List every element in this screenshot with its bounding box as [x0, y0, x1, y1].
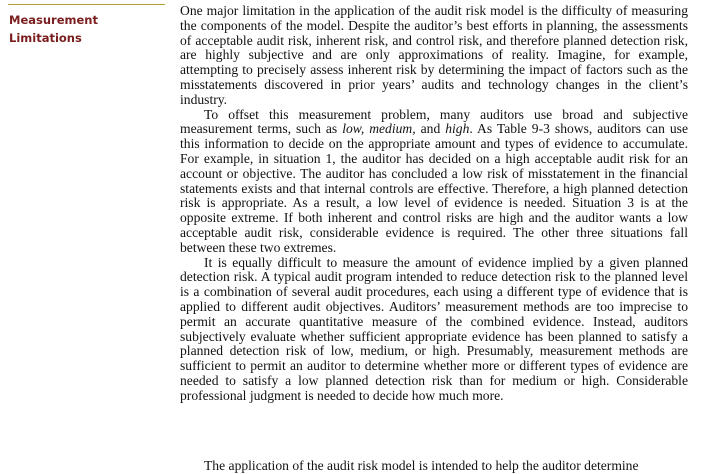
margin-heading-line-2: Limitations [9, 31, 82, 45]
sidebar-rule [8, 4, 165, 5]
paragraph-4-clipped: The application of the audit risk model is intended to help the auditor determine [204, 458, 639, 473]
paragraph-1: One major limitation in the application of the audit risk model is the difficulty of measuring the components of the model. Despite the auditor’s best efforts in planning, the assessments of acceptable audit risk, inherent risk, and control risk, and therefore planned detection risk, are highly subjective and are only approximations of reality. Imagine, for example, attempting to precisely assess inherent risk by determining the impact of factors such as the misstatements discovered in prior years’ audits and technology changes in the client’s industry. [180, 3, 688, 107]
margin-heading-line-1: Measurement [9, 13, 98, 27]
margin-heading [8, 11, 165, 47]
body-text [180, 4, 688, 404]
paragraph-3: It is equally difficult to measure the amount of evidence implied by a given planned detection risk. A typical audit program intended to reduce detection risk to the planned level is a combination of several audit procedures, each using a different type of evidence that is applied to different audit objectives. Auditors’ measurement methods are too imprecise to permit an accurate quantitative measure of the combined evidence. Instead, auditors subjectively evaluate whether sufficient appropriate evidence has been planned to satisfy a planned detection risk of low, medium, or high. Presumably, measurement methods are sufficient to permit an auditor to determine whether more or different types of evidence are needed to satisfy a low planned detection risk than for medium or high. Considerable professional judgment is needed to decide how much more. [180, 254, 688, 403]
paragraph-2 [180, 108, 688, 256]
term-low-medium: low, medium, [342, 121, 416, 137]
paragraph-2-part-2: . As Table 9-3 shows, auditors can use this information to decide on the appropriate amount and types of evidence to accumulate. For example, in situation 1, the auditor has decided on a high acceptable audit risk for an account or objective. The auditor has concluded a low risk of misstatement in the financial statements exists and that internal controls are effective. Therefore, a high planned detection risk is appropriate. As a result, a low level of evidence is needed. Situation 3 is at the opposite extreme. If both inherent and control risks are high and the auditor wants a low acceptable audit risk, considerable evidence is required. The other three situations fall between these two extremes. [180, 121, 688, 255]
paragraph-2-part-1: To offset this measurement problem, many auditors use broad and subjective measurement terms, such as [180, 106, 688, 137]
margin-sidebar [8, 4, 165, 47]
clipped-next-line [180, 458, 688, 473]
paragraph-2-and: and [415, 121, 446, 137]
term-high: high [445, 121, 470, 137]
